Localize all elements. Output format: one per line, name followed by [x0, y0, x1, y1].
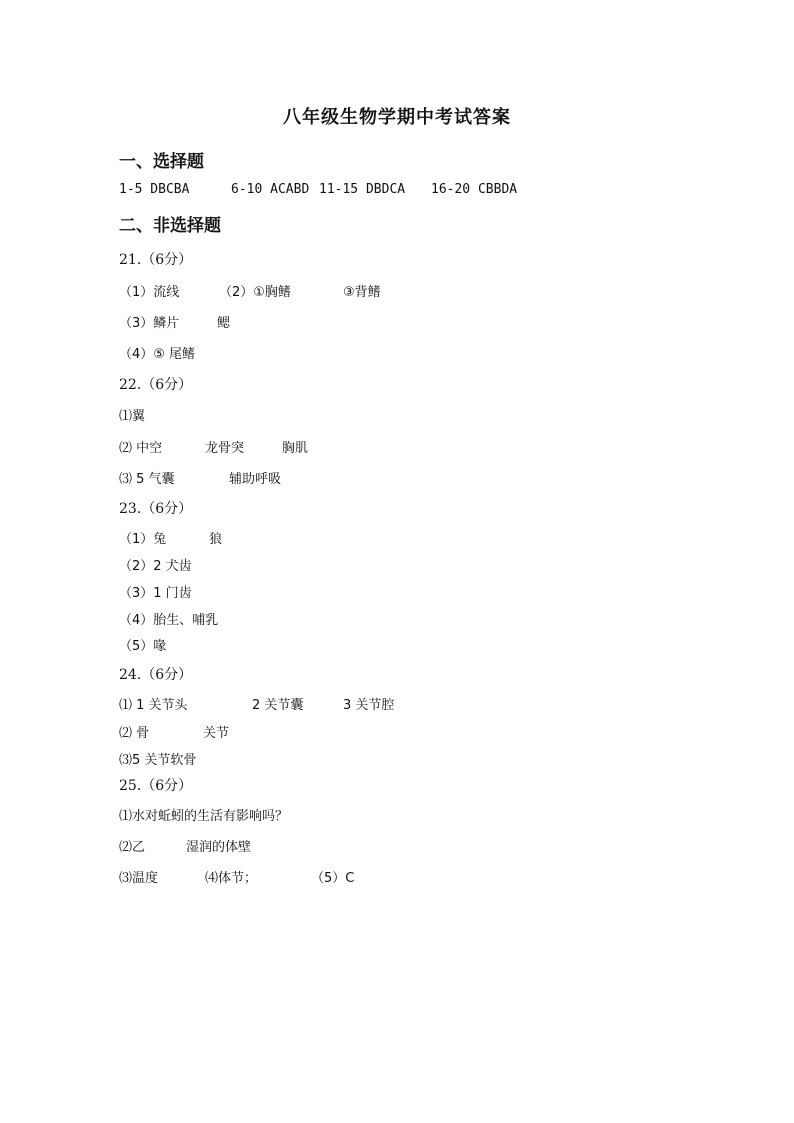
q22-answer-2c: 胸肌 [282, 441, 309, 456]
choice-answer-16-20: 16-20 CBBDA [431, 182, 518, 197]
page-title: 八年级生物学期中考试答案 [283, 107, 511, 128]
q24-answer-2b: 关节 [203, 726, 230, 741]
question-23-line-1 [119, 528, 519, 546]
q21-answer-3b: 鳃 [217, 316, 231, 331]
q23-answer-1b: 狼 [209, 532, 223, 547]
q24-answer-1c: 3 关节腔 [343, 698, 395, 713]
q24-answer-3: ⑶5 关节软骨 [119, 753, 197, 768]
q21-answer-1: （1）流线 [119, 285, 180, 300]
question-24-line-1 [119, 694, 519, 712]
q22-answer-3: ⑶ 5 气囊 [119, 472, 175, 487]
choice-answer-11-15: 11-15 DBDCA [319, 182, 406, 197]
q23-answer-3: （3）1 门齿 [119, 586, 192, 601]
q22-answer-2b: 龙骨突 [205, 441, 245, 456]
question-24-line-2 [119, 722, 519, 740]
q21-answer-2b: ③背鳍 [343, 285, 381, 300]
q23-answer-4: （4）胎生、哺乳 [119, 613, 219, 628]
q24-answer-1: ⑴ 1 关节头 [119, 698, 188, 713]
question-21-line-2 [119, 312, 519, 330]
section-heading-nonchoice: 二、非选择题 [119, 216, 221, 236]
q22-answer-1: ⑴翼 [119, 409, 146, 424]
q25-answer-5: （5）C [311, 871, 355, 886]
q21-answer-4: （4）⑤ 尾鳍 [119, 347, 196, 362]
q21-answer-3: （3）鳞片 [119, 316, 180, 331]
choice-answer-6-10: 6-10 ACABD [231, 182, 310, 197]
q23-answer-2: （2）2 犬齿 [119, 559, 192, 574]
question-23-heading: 23.（6分） [119, 501, 193, 517]
q21-answer-2: （2）①胸鳍 [219, 285, 291, 300]
q22-answer-2: ⑵ 中空 [119, 441, 163, 456]
q23-answer-5: （5）喙 [119, 639, 167, 654]
choice-answer-1-5: 1-5 DBCBA [119, 182, 190, 197]
question-22-line-3 [119, 468, 519, 486]
q25-answer-4: ⑷体节； [205, 871, 258, 886]
q25-answer-1: ⑴水对蚯蚓的生活有影响吗？ [119, 809, 289, 824]
question-21-heading: 21.（6分） [119, 252, 193, 268]
question-22-heading: 22.（6分） [119, 377, 193, 393]
q25-answer-3: ⑶温度 [119, 871, 159, 886]
question-25-line-2 [119, 836, 519, 854]
q22-answer-3b: 辅助呼吸 [229, 472, 282, 487]
question-21-line-1 [119, 281, 519, 299]
question-22-line-2 [119, 437, 519, 455]
q23-answer-1: （1）兔 [119, 532, 167, 547]
section-heading-choice: 一、选择题 [119, 152, 204, 172]
q25-answer-2b: 湿润的体壁 [186, 840, 252, 855]
q24-answer-2: ⑵ 骨 [119, 726, 150, 741]
choice-answers-row [119, 182, 679, 200]
question-24-heading: 24.（6分） [119, 667, 193, 683]
question-25-line-3 [119, 867, 519, 885]
q25-answer-2: ⑵乙 [119, 840, 146, 855]
question-25-heading: 25.（6分） [119, 778, 193, 794]
q24-answer-1b: 2 关节囊 [252, 698, 304, 713]
